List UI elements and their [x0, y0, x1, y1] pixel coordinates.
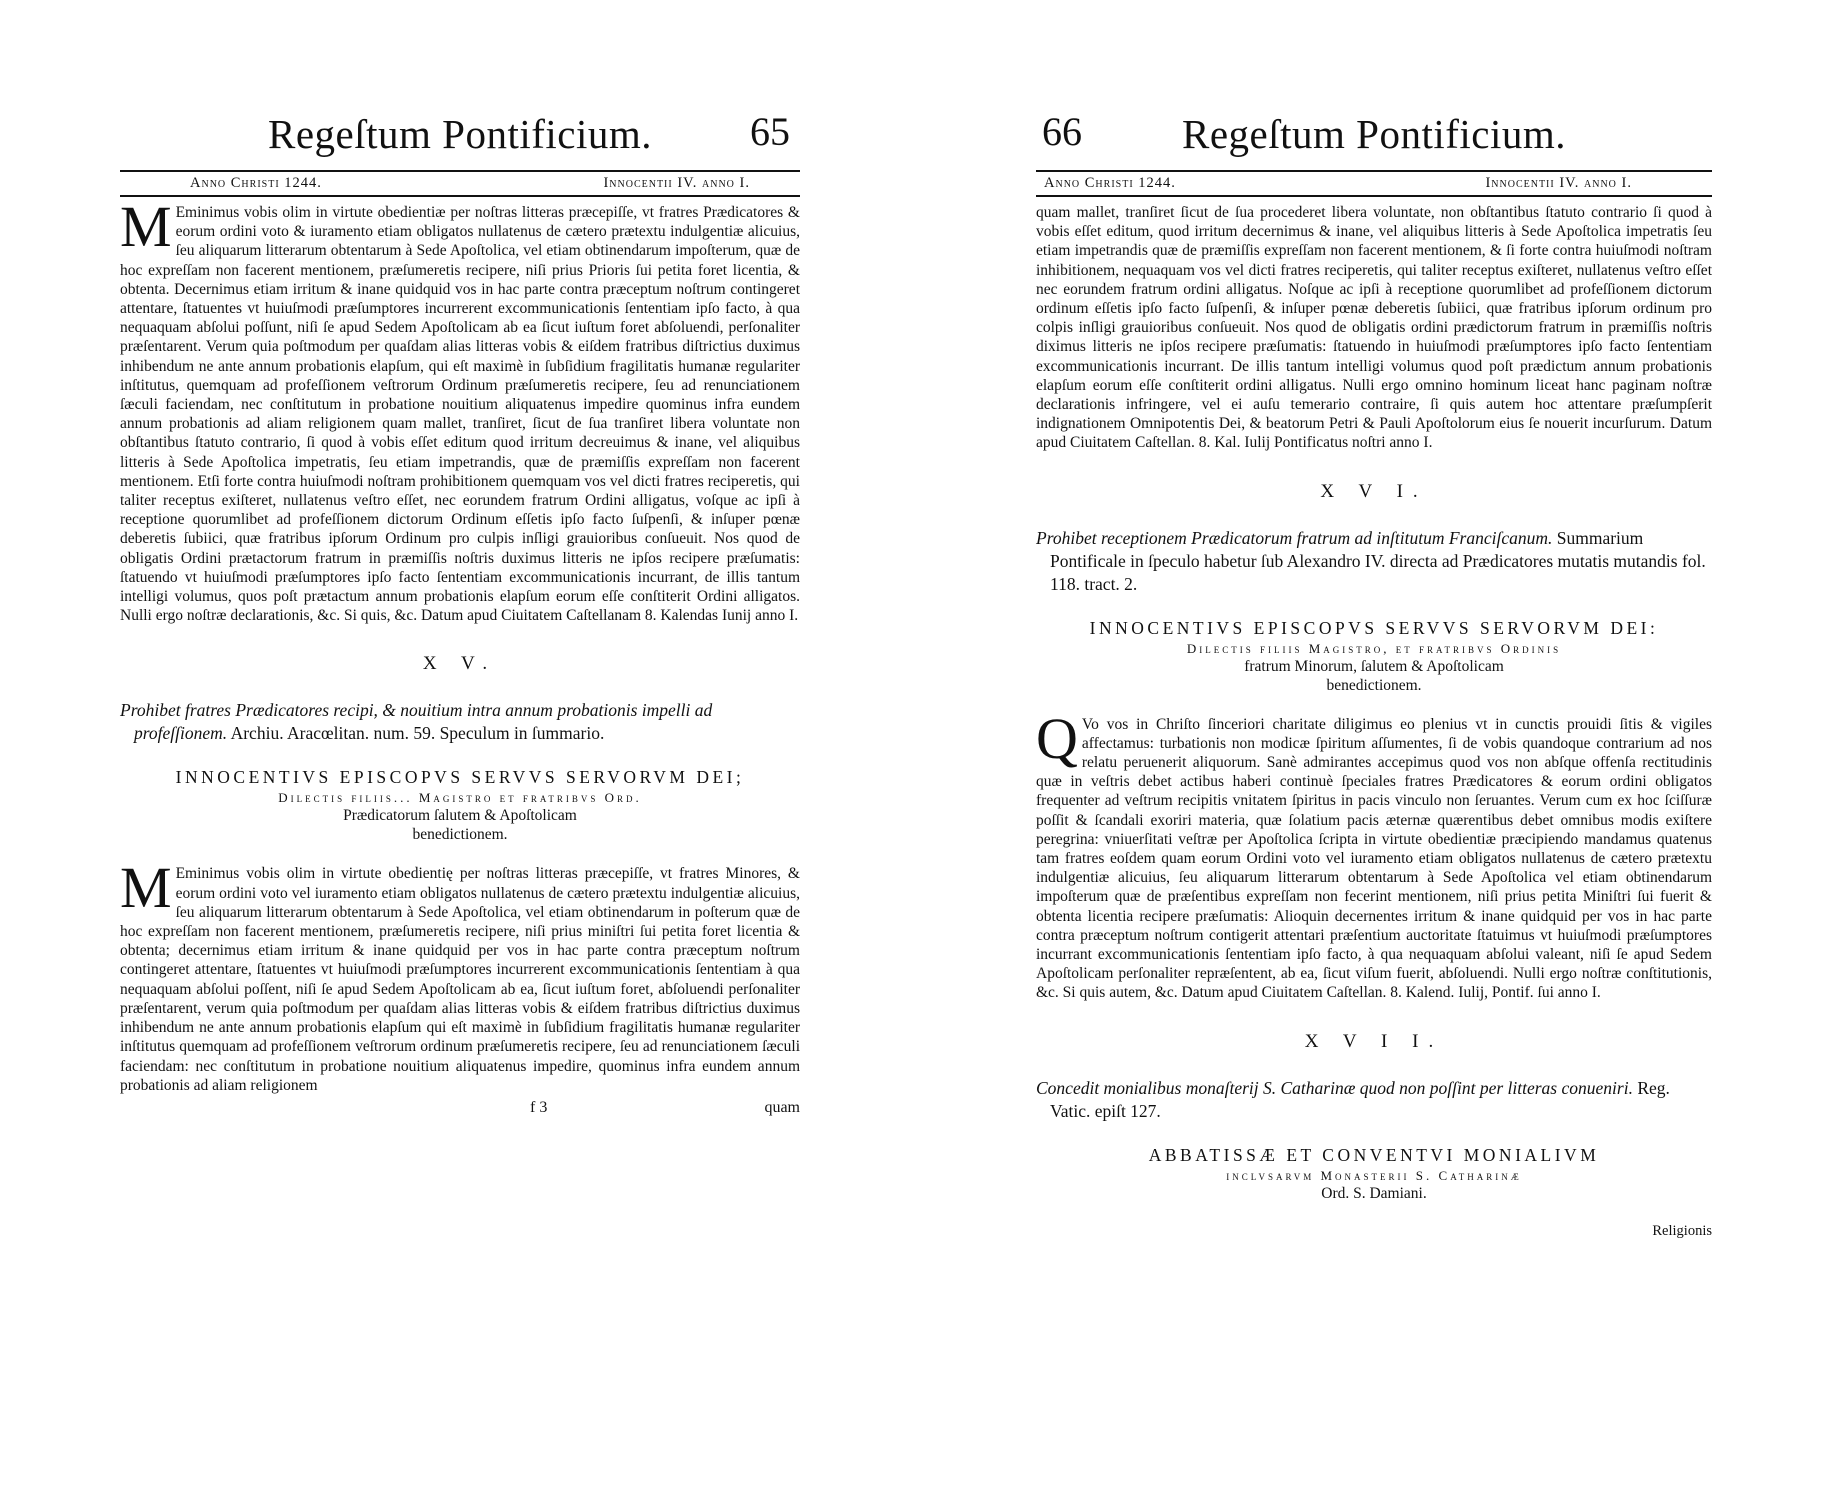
page-number: 65	[750, 109, 790, 154]
running-title: Regeſtum Pontificium.	[1181, 111, 1567, 157]
section-rubric	[1036, 527, 1712, 596]
drop-initial: M	[120, 855, 172, 921]
left-page	[120, 0, 800, 1117]
addressee-line: Dilectis filiis... Magistro et fratribvs Ord.	[278, 790, 642, 806]
letter-text: Eminimus vobis olim in virtute obedientię per noſtras litteras præcepiſſe, vt fratres Minores, & eorum ordini voto vel iuramento etiam obligatos nullatenus de cætero prætextu indulgentiæ alicuius, ſeu aliquarum litterarum obtentarum à Sede Apoſtolica, vel etiam obtinendarum in poſterum quæ de hoc expreſſam non facerent mentionem, præſumeretis recipere, niſi prius miniſtri ſui petita foret licentia & obtenta; decernimus etiam irritum & inane quidquid per vos in hac parte contra præceptum noſtrum contingeret attentare, ſtatuentes vt huiuſmodi præſumptores incurrerent excommunicationis ſententiam à qua nequaquam abſolui poſſent, niſi ſe apud Sedem Apoſtolicam ab ea, ſicut iuſtum foret, abſoluendi perſonaliter præſentarent, verum quia poſtmodum per quaſdam alias litteras vobis & eiſdem fratribus diſtrictius duximus inhibendum ne ante annum probationis elapſum qui eſt maximè in ſubſidium fragilitatis humanæ regulariter inſtitutus quemquam ad profeſſionem veſtrorum ordinum præſumeretis recipere, ſeu ad renunciationem ſæculi faciendam: nec conſtitutum in probatione nouitium aliquatenus impedire, quominus infra eundem annum probationis ad aliam religionem	[120, 865, 800, 1094]
addressee-line: inclvsarvm Monasterii S. Catharinæ	[1226, 1167, 1522, 1183]
catchword: Religionis	[1652, 1222, 1712, 1239]
running-head	[120, 100, 800, 170]
running-title: Regeſtum Pontificium.	[267, 111, 653, 157]
letter-body	[1036, 705, 1712, 1003]
rubric-roman: Archiu. Aracœlitan. num. 59. Speculum in ſummario.	[230, 723, 605, 744]
section-rubric	[1036, 1077, 1712, 1123]
continuation-text: quam mallet, tranſiret ſicut de ſua procederet libera voluntate, non obſtantibus ſtatuto contrario ſi quod à vobis eſſet editum, quod irritum decernimus & inane, vel aliquibus litteris à Sede Apoſtolica impetratis ſeu etiam impetrandis quæ de præmiſſis expreſſam non facerent mentionem, & ſi forte contra huiuſmodi noſtram inhibitionem, nequaquam vos vel dicti fratres reciperetis, qui taliter receptus exiſteret, nullatenus veſtro eſſet nec eorundem fratrum ordini alligatus. Noſque ac ipſi à receptione quorumlibet ad profeſſionem dictorum ordinum eſſetis ipſo facto ſuſpenſi, & inſuper pœnæ deberetis ſubiici, quæ fratribus ipſorum ordinum pro colpis inſligi grauioribus conſueuit. Nos quod de obligatis ordini prædictorum fratrum in præmiſſis noſtris diximus litteris ne ipſos recipere præſumatis: ſtatuendo in huiuſmodi præſumptores ipſo facto ſententiam excommunicationis incurrant. De illis tantum intelligi volumus quod poſt prædictum annum probationis elapſum eorum eſſe conſtiterit ordini alligatus. Nulli ergo omnino hominum liceat hanc paginam noſtræ declarationis infringere, vel ei auſu temerario contraire, ſi quis autem hoc attentare præſumpſerit indignationem Omnipotentis Dei, & beatorum Petri & Pauli Apoſtolorum eius ſe nouerit incurſurum. Datum apud Ciuitatem Caſtellan. 8. Kal. Iulij Pontificatus noſtri anno I.	[1036, 204, 1712, 452]
addressee-block	[120, 767, 800, 844]
signature-mark: f 3	[530, 1098, 548, 1116]
year-bar	[120, 170, 800, 197]
running-head	[1036, 100, 1712, 170]
pontiff-label: Innocentii IV. anno I.	[1485, 175, 1632, 191]
catchword: quam	[764, 1098, 800, 1116]
letter-text: Vo vos in Chriſto ſinceriori charitate diligimus eo plenius vt in cunctis prouidi ſitis & vigiles affectamus: turbationis non modicæ ſpiritum aſſumentes, ſi de vobis quandoque contrarium ad nos relatu peruenerit aliquorum. Sanè admirantes accepimus quod vos non abſque offenſa rectitudinis quæ in veſtris debet actibus haberi continuè ſpeciales fratres Prædicatores & eorum ordini obligatos frequenter ad veſtrum recipitis vnitatem ſpiritus in pacis vinculo non ſeruantes. Verum cum ex hoc ſciſſuræ poſſit & ſcandali exoriri materia, quæ ſolatium pacis æternæ quærentibus debet omnibus modis exiſtere peregrina: vniuerſitati veſtræ per Apoſtolica ſcripta in virtute obedientiæ præcipiendo mandamus quatenus tam fratres eoſdem quam eorum Ordini voto vel iuramento etiam obligatos nullatenus de cætero prætextu indulgentiæ alicuius, ſeu aliquarum litterarum obtentarum à Sede Apoſtolica vel etiam obtinendarum impoſterum quæ de præſentibus expreſſam non fecerint mentionem, niſi prius petita Miniſtri ſui fuerit & obtenta licentia recipere præſumatis: Alioquin decernentes irritum & inane quidquid per vos in hac parte contra præceptum noſtrum contigerit attentari præſentium auctoritate ſtatuimus vt huiuſmodi præſumptores incurrant excommunicationis ſententiam ipſo facto, à qua nequaquam abſolui valeant, niſi ſe apud Sedem Apoſtolicam perſonaliter repræſentent, ab ea, ſicut viſum fuerit, abſoluendi. Nulli ergo noſtræ conſtitutionis, &c. Si quis autem, &c. Datum apud Ciuitatem Caſtellan. 8. Kalend. Iulij, Pontif. ſui anno I.	[1036, 715, 1712, 1002]
addressee-main: INNOCENTIVS EPISCOPVS SERVVS SERVORVM DEI:	[1089, 617, 1659, 638]
section-rubric	[120, 699, 800, 745]
letter-body	[120, 855, 800, 1094]
year-label: Anno Christi 1244.	[1044, 175, 1176, 191]
rubric-italic: Prohibet fratres Prædicatores recipi, & nouitium intra annum probationis impelli ad profeſſionem.	[120, 700, 713, 744]
year-bar	[1036, 170, 1712, 197]
rubric-roman: Reg. Vatic. epiſt 127.	[1050, 1077, 1670, 1121]
letter-text: Eminimus vobis olim in virtute obedientiæ per noſtras litteras præcepiſſe, vt fratres Prædicatores & eorum ordini voto & iuramento etiam obligatos nullatenus de cætero prætextu indulgentiæ alicuius, ſeu aliquarum litterarum obtentarum à Sede Apoſtolica, vel etiam obtinendarum impoſterum, quæ de hoc expreſſam non facerent mentionem, præſumeretis recipere, niſi prius Prioris ſui petita foret licentia, & obtenta. Decernimus etiam irritum & inane quidquid vos in hac parte contra præceptum noſtrum contingeret attentare, ſtatuentes vt huiuſmodi præſumptores incurrerent excommunicationis ſententiam ipſo facto, à qua nequaquam abſolui poſſunt, niſi ſe apud Sedem Apoſtolicam ab ea ſicut iuſtum foret abſoluendi, perſonaliter præſentarent. Verum quia poſtmodum per quaſdam alias litteras vobis & eiſdem fratribus diſtrictius duximus inhibendum ne ante annum probationis elapſum, qui eſt maximè in ſubſidium fragilitatis humanæ regulariter inſtitutus, quemquam ad profeſſionem veſtrorum Ordinum præſumeretis recipere, ſeu ad renunciationem ſæculi faciendam, nec conſtitutum in probatione nouitium aliquatenus impedire quominus infra eundem annum probationis ad aliam religionem quam mallet, tranſiret, ſicut de ſua tranſiret libera voluntate non obſtantibus ſtatuto contrario, ſi quod à vobis eſſet editum quod irritum decreuimus & inane, vel aliquibus litteris à Sede Apoſtolica impetratis, ſeu etiam impetrandis, quæ de præmiſſis expreſſam non facerent mentionem. Etſi forte contra huiuſmodi noſtram prohibitionem quemquam vos vel dicti fratres reciperetis, qui taliter receptus exiſteret, nullatenus veſtro eſſet, nec eorundem fratrum Ordini alligatus, voſque ac ipſi à receptione quorumlibet ad profeſſionem dictorum Ordinum eſſetis ipſo facto ſuſpenſi, & inſuper pœnæ deberetis ſubiici, quæ fratribus ipſorum Ordinum pro culpis inſligi grauioribus conſueuit. Nos quod de obligatis Ordini prætactorum fratrum in præmiſſis noſtris duximus litteris ne ipſos recipere præſumatis: ſtatuendo vt huiuſmodi præſumptores ipſo facto ſententiam excommunicationis incurrant, de illis tantum intelligi volumus, quos poſt prætactum annum probationis elapſum eorum eſſe conſtiterit Ordini alligatos. Nulli ergo noſtræ declarationis, &c. Si quis, &c. Datum apud Ciuitatem Caſtellanam 8. Kalendas Iunij anno I.	[120, 204, 800, 625]
page-footer	[120, 1099, 800, 1117]
addressee-line: benedictionem.	[412, 826, 508, 844]
addressee-line: benedictionem.	[1326, 676, 1422, 694]
rubric-italic: Prohibet receptionem Prædicatorum fratrum ad inſtitutum Franciſcanum.	[1036, 527, 1553, 548]
addressee-line: fratrum Minorum, ſalutem & Apoſtolicam	[1244, 657, 1504, 675]
rubric-italic: Concedit monialibus monaſterij S. Catharinæ quod non poſſint per litteras conueniri.	[1036, 1077, 1633, 1098]
addressee-main: INNOCENTIVS EPISCOPVS SERVVS SERVORVM DEI;	[175, 767, 745, 788]
rubric-roman: Summarium Pontificale in ſpeculo habetur ſub Alexandro IV. directa ad Prædicatores mutatis mutandis fol. 118. tract. 2.	[1050, 527, 1706, 594]
year-label: Anno Christi 1244.	[190, 175, 322, 191]
addressee-line: Prædicatorum ſalutem & Apoſtolicam	[343, 807, 577, 825]
addressee-block	[1036, 618, 1712, 695]
addressee-block	[1036, 1145, 1712, 1203]
section-number: X V I.	[1320, 480, 1428, 502]
section-number: X V I I.	[1304, 1030, 1444, 1052]
addressee-line: Dilectis filiis Magistro, et fratribvs Ordinis	[1186, 640, 1562, 656]
right-page	[1036, 0, 1712, 1240]
drop-initial: M	[120, 194, 172, 259]
addressee-line: Ord. S. Damiani.	[1321, 1184, 1427, 1202]
page-number: 66	[1042, 109, 1082, 154]
section-number: X V.	[422, 653, 498, 675]
addressee-main: ABBATISSÆ ET CONVENTVI MONIALIVM	[1148, 1144, 1600, 1165]
letter-body	[120, 194, 800, 625]
drop-initial: Q	[1036, 705, 1078, 771]
pontiff-label: Innocentii IV. anno I.	[603, 175, 750, 191]
